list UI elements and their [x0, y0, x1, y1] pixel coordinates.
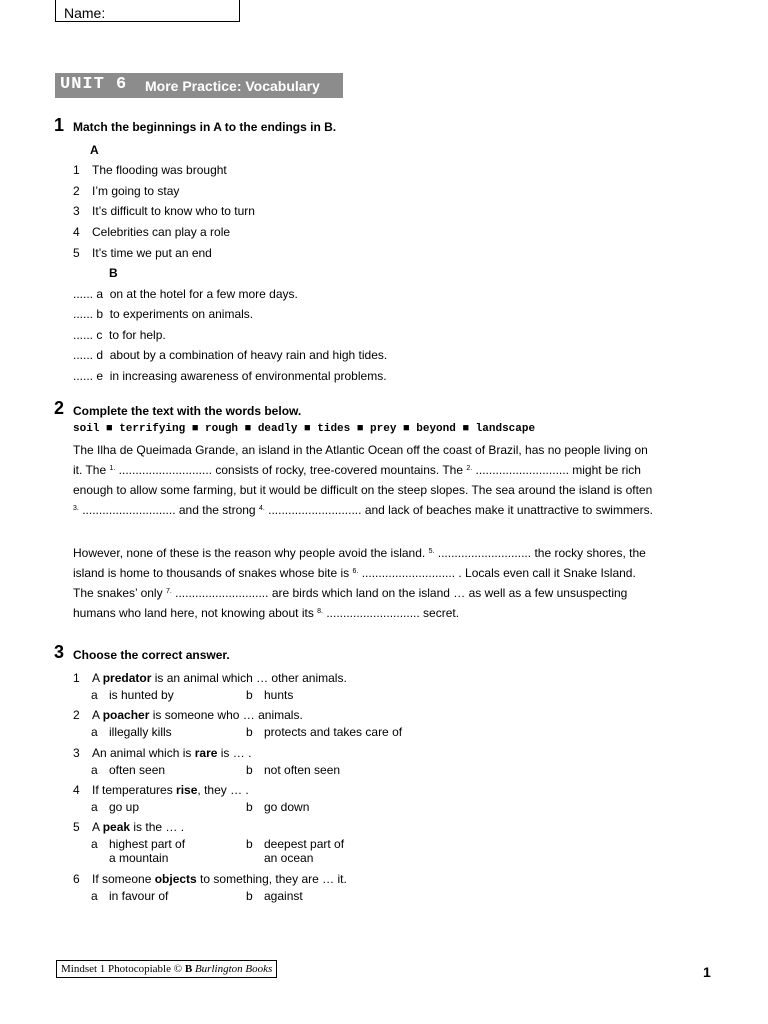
option-b[interactable]: b go down	[246, 800, 310, 814]
question: 3 An animal which is rare is … .	[73, 746, 252, 760]
blank-1[interactable]: ............................	[118, 463, 213, 477]
list-item: 2 I’m going to stay	[73, 184, 180, 198]
question: 6 If someone objects to something, they are … it.	[73, 872, 347, 886]
question: 5 A peak is the … .	[73, 820, 185, 834]
list-item: 4 Celebrities can play a role	[73, 225, 231, 239]
question: 2 A poacher is someone who … animals.	[73, 708, 303, 722]
blank-3[interactable]: ............................	[82, 503, 176, 517]
list-item[interactable]: ...... e in increasing awareness of environmental problems.	[73, 369, 387, 383]
option-a[interactable]: a go up	[91, 800, 140, 814]
name-label: Name:	[64, 5, 106, 21]
exercise-1-instruction: Match the beginnings in A to the endings in B.	[73, 120, 337, 134]
list-item: 1 The flooding was brought	[73, 163, 227, 177]
blank-4[interactable]: ............................	[268, 503, 362, 517]
column-b-heading: B	[109, 266, 118, 280]
exercise-2-instruction: Complete the text with the words below.	[73, 404, 302, 418]
paragraph-1: The Ilha de Queimada Grande, an island in the Atlantic Ocean off the coast of Brazil, has no people living on it. The $^{1.}$ ............................ consists of rocky, tree-covered mountains. The $^{2.}$ ............................ might be rich enough to allow some farming, but it would be difficult on the steep slopes. The sea around the island is often $^{3.}$ ............................ and the strong $^{4.}$ ............................ and lack of beaches make it unattractive to swimmers.	[73, 443, 653, 517]
list-item[interactable]: ...... c to for help.	[73, 328, 166, 342]
option-b[interactable]: b deepest part of an ocean	[246, 837, 345, 865]
option-a[interactable]: a is hunted by	[91, 688, 174, 702]
unit-banner	[55, 73, 343, 98]
unit-number: UNIT 6	[60, 75, 128, 94]
blank-7[interactable]: ............................	[175, 586, 269, 600]
blank-2[interactable]: ............................	[475, 463, 569, 477]
option-a[interactable]: a in favour of	[91, 889, 169, 903]
list-item[interactable]: ...... a on at the hotel for a few more days.	[73, 287, 298, 301]
option-b[interactable]: b against	[246, 889, 303, 903]
blank-6[interactable]: ............................	[361, 566, 456, 580]
blank-8[interactable]: ............................	[326, 606, 420, 620]
list-item: 3 It’s difficult to know who to turn	[73, 204, 255, 218]
column-a-heading: A	[90, 143, 99, 157]
list-item[interactable]: ...... b to experiments on animals.	[73, 307, 254, 321]
page-number: 1	[703, 964, 711, 980]
question: 1 A predator is an animal which … other animals.	[73, 671, 347, 685]
option-b[interactable]: b not often seen	[246, 763, 341, 777]
option-a[interactable]: a often seen	[91, 763, 166, 777]
unit-title: More Practice: Vocabulary	[145, 78, 320, 94]
burlington-logo-icon: B	[184, 963, 193, 975]
blank-5[interactable]: ............................	[437, 546, 532, 560]
exercise-3-instruction: Choose the correct answer.	[73, 648, 230, 662]
word-bank: soil ■ terrifying ■ rough ■ deadly ■ tides ■ prey ■ beyond ■ landscape	[73, 423, 536, 435]
option-b[interactable]: b hunts	[246, 688, 294, 702]
exercise-1-number: 1	[54, 115, 65, 135]
footer-credit: Mindset 1 Photocopiable © B Burlington Books	[56, 960, 277, 978]
exercise-3-number: 3	[54, 642, 65, 662]
question: 4 If temperatures rise, they … .	[73, 783, 249, 797]
list-item: 5 It’s time we put an end	[73, 246, 212, 260]
name-field[interactable]	[55, 0, 240, 22]
list-item[interactable]: ...... d about by a combination of heavy rain and high tides.	[73, 348, 388, 362]
paragraph-2: However, none of these is the reason why people avoid the island. $^{5.}$ ............................ the rocky shores, the island is home to thousands of snakes whose bite is $^{6.}$ ............................ . Locals even call it Snake Island. The snakes’ only $^{7.}$ ............................ are birds which land on the island … as well as a few unsuspecting humans who land here, not knowing about its $^{8.}$ ............................ secret.	[73, 546, 646, 620]
option-b[interactable]: b protects and takes care of	[246, 725, 403, 739]
exercise-2-number: 2	[54, 398, 65, 418]
option-a[interactable]: a highest part of a mountain	[91, 837, 186, 865]
option-a[interactable]: a illegally kills	[91, 725, 172, 739]
